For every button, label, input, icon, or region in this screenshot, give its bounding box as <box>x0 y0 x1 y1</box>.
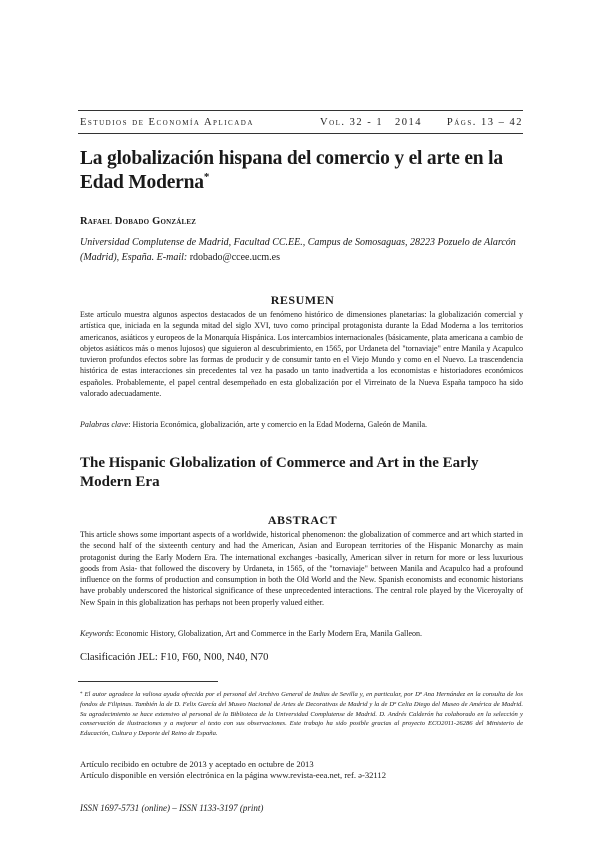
resumen-heading: RESUMEN <box>270 293 335 307</box>
footnote <box>80 690 523 739</box>
paper-title <box>80 147 525 195</box>
resumen-body: Este artículo muestra algunos aspectos destacados de un fenómeno histórico de dimensiones planetarias: la globalización comercial y artística que, iniciada en la segunda mitad del siglo XVI, tuvo como principal protagonista durante la Edad Moderna a los territorios americanos, asiáticos y europeos de la Monarquía Hispánica. Los intercambios internacionales (básicamente, plata americana a cambio de objetos asiáticos más o menos lujosos) que siguieron al descubrimiento, en 1565, por Urdaneta del "tornaviaje" entre Manila y Acapulco tuvieron profundos efectos sobre las formas de producir y de consumir tanto en el Viejo Mundo y como en el Nuevo. La trascendencia histórica de estas interacciones sin precedentes tal vez ha pasado un tanto inadvertida a los economistas e historiadores económicos españoles. Probablemente, el papel central desempeñado en esta globalización por el Virreinato de la Nueva España tampoco ha sido valorado adecuadamente. <box>80 310 523 399</box>
english-title: The Hispanic Globalization of Commerce and Art in the Early Modern Era <box>80 455 479 490</box>
journal-name: Estudios de Economía Aplicada <box>80 117 254 128</box>
affiliation-text: Universidad Complutense de Madrid, Facultad CC.EE., Campus de Somosaguas, 28223 Pozuelo de Alarcón (Madrid), España. E-mail: <box>80 237 516 263</box>
keywords-values: : Economic History, Globalization, Art and Commerce in the Early Modern Era, Manila Galleon. <box>111 629 422 638</box>
page-range: Págs. 13 – 42 <box>446 117 523 128</box>
year: 2014 <box>395 117 422 128</box>
footnote-rule <box>78 681 218 682</box>
issn: ISSN 1697-5731 (online) – ISSN 1133-3197 (print) <box>80 803 264 813</box>
keywords-label: Keywords <box>80 629 112 638</box>
footnote-text: El autor agradece la valiosa ayuda ofrecida por el personal del Archivo General de Indias de Sevilla y, en particular, por Dª Ana Hernández en la consulta de los fondos de Filipinas. También la de D. Felix García del Museo Nacional de Artes de Decorativas de Madrid y la de Dª Celia Diego del Museo de América de Madrid. Su agradecimiento se hace extensivo al personal de la Biblioteca de la Universidad Complutense de Madrid. D. Andrés Calderón ha colaborado en la selección y conservación de ilustraciones y a mejorar el texto con sus observaciones. Este trabajo ha sido posible gracias al proyecto ECO2011-26286 del Ministerio de Educación, Cultura y Deporte del Reino de España. <box>80 691 523 738</box>
author-name: Rafael Dobado González <box>80 216 197 227</box>
article-dates <box>80 759 523 781</box>
palabras-clave-label: Palabras clave <box>80 420 129 429</box>
resumen-keywords <box>80 419 523 430</box>
received-line: Artículo recibido en octubre de 2013 y aceptado en octubre de 2013 <box>80 759 314 769</box>
author-email[interactable]: rdobado@ccee.ucm.es <box>189 252 280 263</box>
abstract-body: This article shows some important aspects of a worldwide, historical phenomenon: the globalization of commerce and art which started in the second half of the sixteenth century and had the American, Asian and European territories of the Hispanic Monarchy as main protagonist during the Early Modern Era. The international exchanges -basically, American silver in return for more or less luxurious goods from Asia- that followed the discovery by Urdaneta, in 1565, of the "tornaviaje" between Manila and Acapulco had a profound influence on the forms of production and consumption in both the Old World and the New. Spanish economists and economic historians have probably underscored the historical significance of these unprecedented interactions. The central role played by the Viceroyalty of New Spain in this globalization has perhaps not been properly valued either. <box>80 530 523 607</box>
author-affiliation <box>80 235 525 265</box>
header-rule-top <box>78 110 523 111</box>
paper-title-text: La globalización hispana del comercio y el arte en la Edad Moderna <box>80 148 503 193</box>
footnote-mark: * <box>80 692 83 697</box>
header-rule-bottom <box>78 133 523 134</box>
abstract-keywords <box>80 628 523 639</box>
abstract-heading: ABSTRACT <box>267 513 338 527</box>
title-footnote-mark[interactable]: * <box>203 171 210 183</box>
availability-line[interactable]: Artículo disponible en versión electrónica en la página www.revista-eea.net, ref. ə-32112 <box>80 770 386 780</box>
volume: Vol. 32 - 1 <box>320 117 384 128</box>
jel-classification: Clasificación JEL: F10, F60, N00, N40, N70 <box>80 652 269 663</box>
palabras-clave-values: : Historia Económica, globalización, arte y comercio en la Edad Moderna, Galeón de Manila. <box>128 420 427 429</box>
